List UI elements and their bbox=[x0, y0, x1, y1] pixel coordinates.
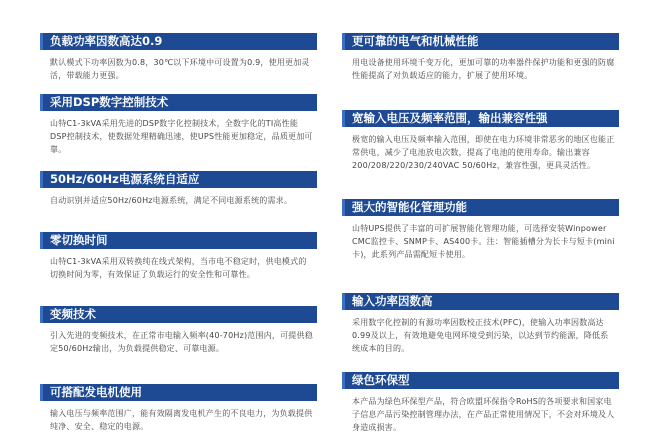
feature-title: 更可靠的电气和机械性能 bbox=[342, 33, 619, 50]
feature-description: 引入先进的变频技术，在正常市电输入频率(40-70Hz)范围内，可提供稳定50/60Hz输出，为负载提供稳定、可靠电源。 bbox=[50, 331, 313, 353]
feature-smart-management bbox=[342, 199, 619, 261]
feature-description: 默认模式下功率因数为0.8，30℃以下环境中可设置为0.9，使用更加灵活，带载能力更强。 bbox=[50, 58, 310, 80]
feature-description: 本产品为绿色环保型产品，符合欧盟环保指令RoHS的各项要求和国家电子信息产品污染控制管理办法，在产品正常使用情况下，不会对环境及人身造成损害。 bbox=[352, 397, 615, 432]
feature-high-input-pf bbox=[342, 293, 619, 355]
feature-title: 零切换时间 bbox=[40, 232, 317, 249]
feature-generator-compatible bbox=[40, 384, 317, 433]
feature-title: 强大的智能化管理功能 bbox=[342, 199, 619, 216]
feature-description: 山特UPS提供了丰富的可扩展智能化管理功能，可选择安装Winpower CMC监控卡、SNMP卡、AS400卡。注：智能插槽分为长卡与短卡(mini卡)，此系列产品需配短卡使用。 bbox=[352, 224, 615, 259]
feature-description: 输入电压与频率范围广，能有效隔离发电机产生的不良电力，为负载提供纯净、安全、稳定的电源。 bbox=[50, 409, 313, 431]
feature-title: 50Hz/60Hz电源系统自适应 bbox=[40, 171, 317, 188]
feature-wide-input-range bbox=[342, 110, 619, 172]
feature-reliable-performance bbox=[342, 33, 619, 82]
feature-title: 输入功率因数高 bbox=[342, 293, 619, 310]
feature-frequency-adaptive bbox=[40, 171, 317, 207]
feature-description: 采用数字化控制的有源功率因数校正技术(PFC)，使输入功率因数高达0.99及以上，有效地避免电网环境受到污染，以达到节约能源，降低系统成本的目的。 bbox=[352, 318, 609, 353]
feature-title: 宽输入电压及频率范围，输出兼容性强 bbox=[342, 110, 619, 127]
feature-description: 自动识别并适应50Hz/60Hz电源系统，满足不同电源系统的需求。 bbox=[50, 196, 293, 205]
feature-description: 山特C1-3kVA采用先进的DSP数字化控制技术，全数字化的TI高性能DSP控制技术，使数据处理精确迅速，使UPS性能更加稳定，品质更加可靠。 bbox=[50, 119, 313, 154]
feature-frequency-conversion bbox=[40, 306, 317, 355]
feature-title: 采用DSP数字控制技术 bbox=[40, 94, 317, 111]
feature-green-eco bbox=[342, 372, 619, 434]
feature-zero-transfer bbox=[40, 232, 317, 281]
feature-title: 负载功率因数高达0.9 bbox=[40, 33, 317, 50]
feature-description: 用电设备使用环境千变万化，更加可靠的功率器件保护功能和更强的防腐性能提高了对负载适应的能力，扩展了使用环境。 bbox=[352, 58, 615, 80]
feature-title: 可搭配发电机使用 bbox=[40, 384, 317, 401]
feature-dsp-control bbox=[40, 94, 317, 156]
feature-title: 绿色环保型 bbox=[342, 372, 619, 389]
feature-description: 山特C1-3kVA采用双转换纯在线式架构，当市电不稳定时，供电模式的切换时间为零，有效保证了负载运行的安全性和可靠性。 bbox=[50, 257, 307, 279]
feature-power-factor bbox=[40, 33, 317, 82]
feature-title: 变频技术 bbox=[40, 306, 317, 323]
feature-description: 极宽的输入电压及频率输入范围，即使在电力环境非常恶劣的地区也能正常供电，减少了电池放电次数，提高了电池的使用寿命。输出兼容200/208/220/230/240VAC 50/60Hz，兼容性强，更具灵活性。 bbox=[352, 135, 615, 170]
